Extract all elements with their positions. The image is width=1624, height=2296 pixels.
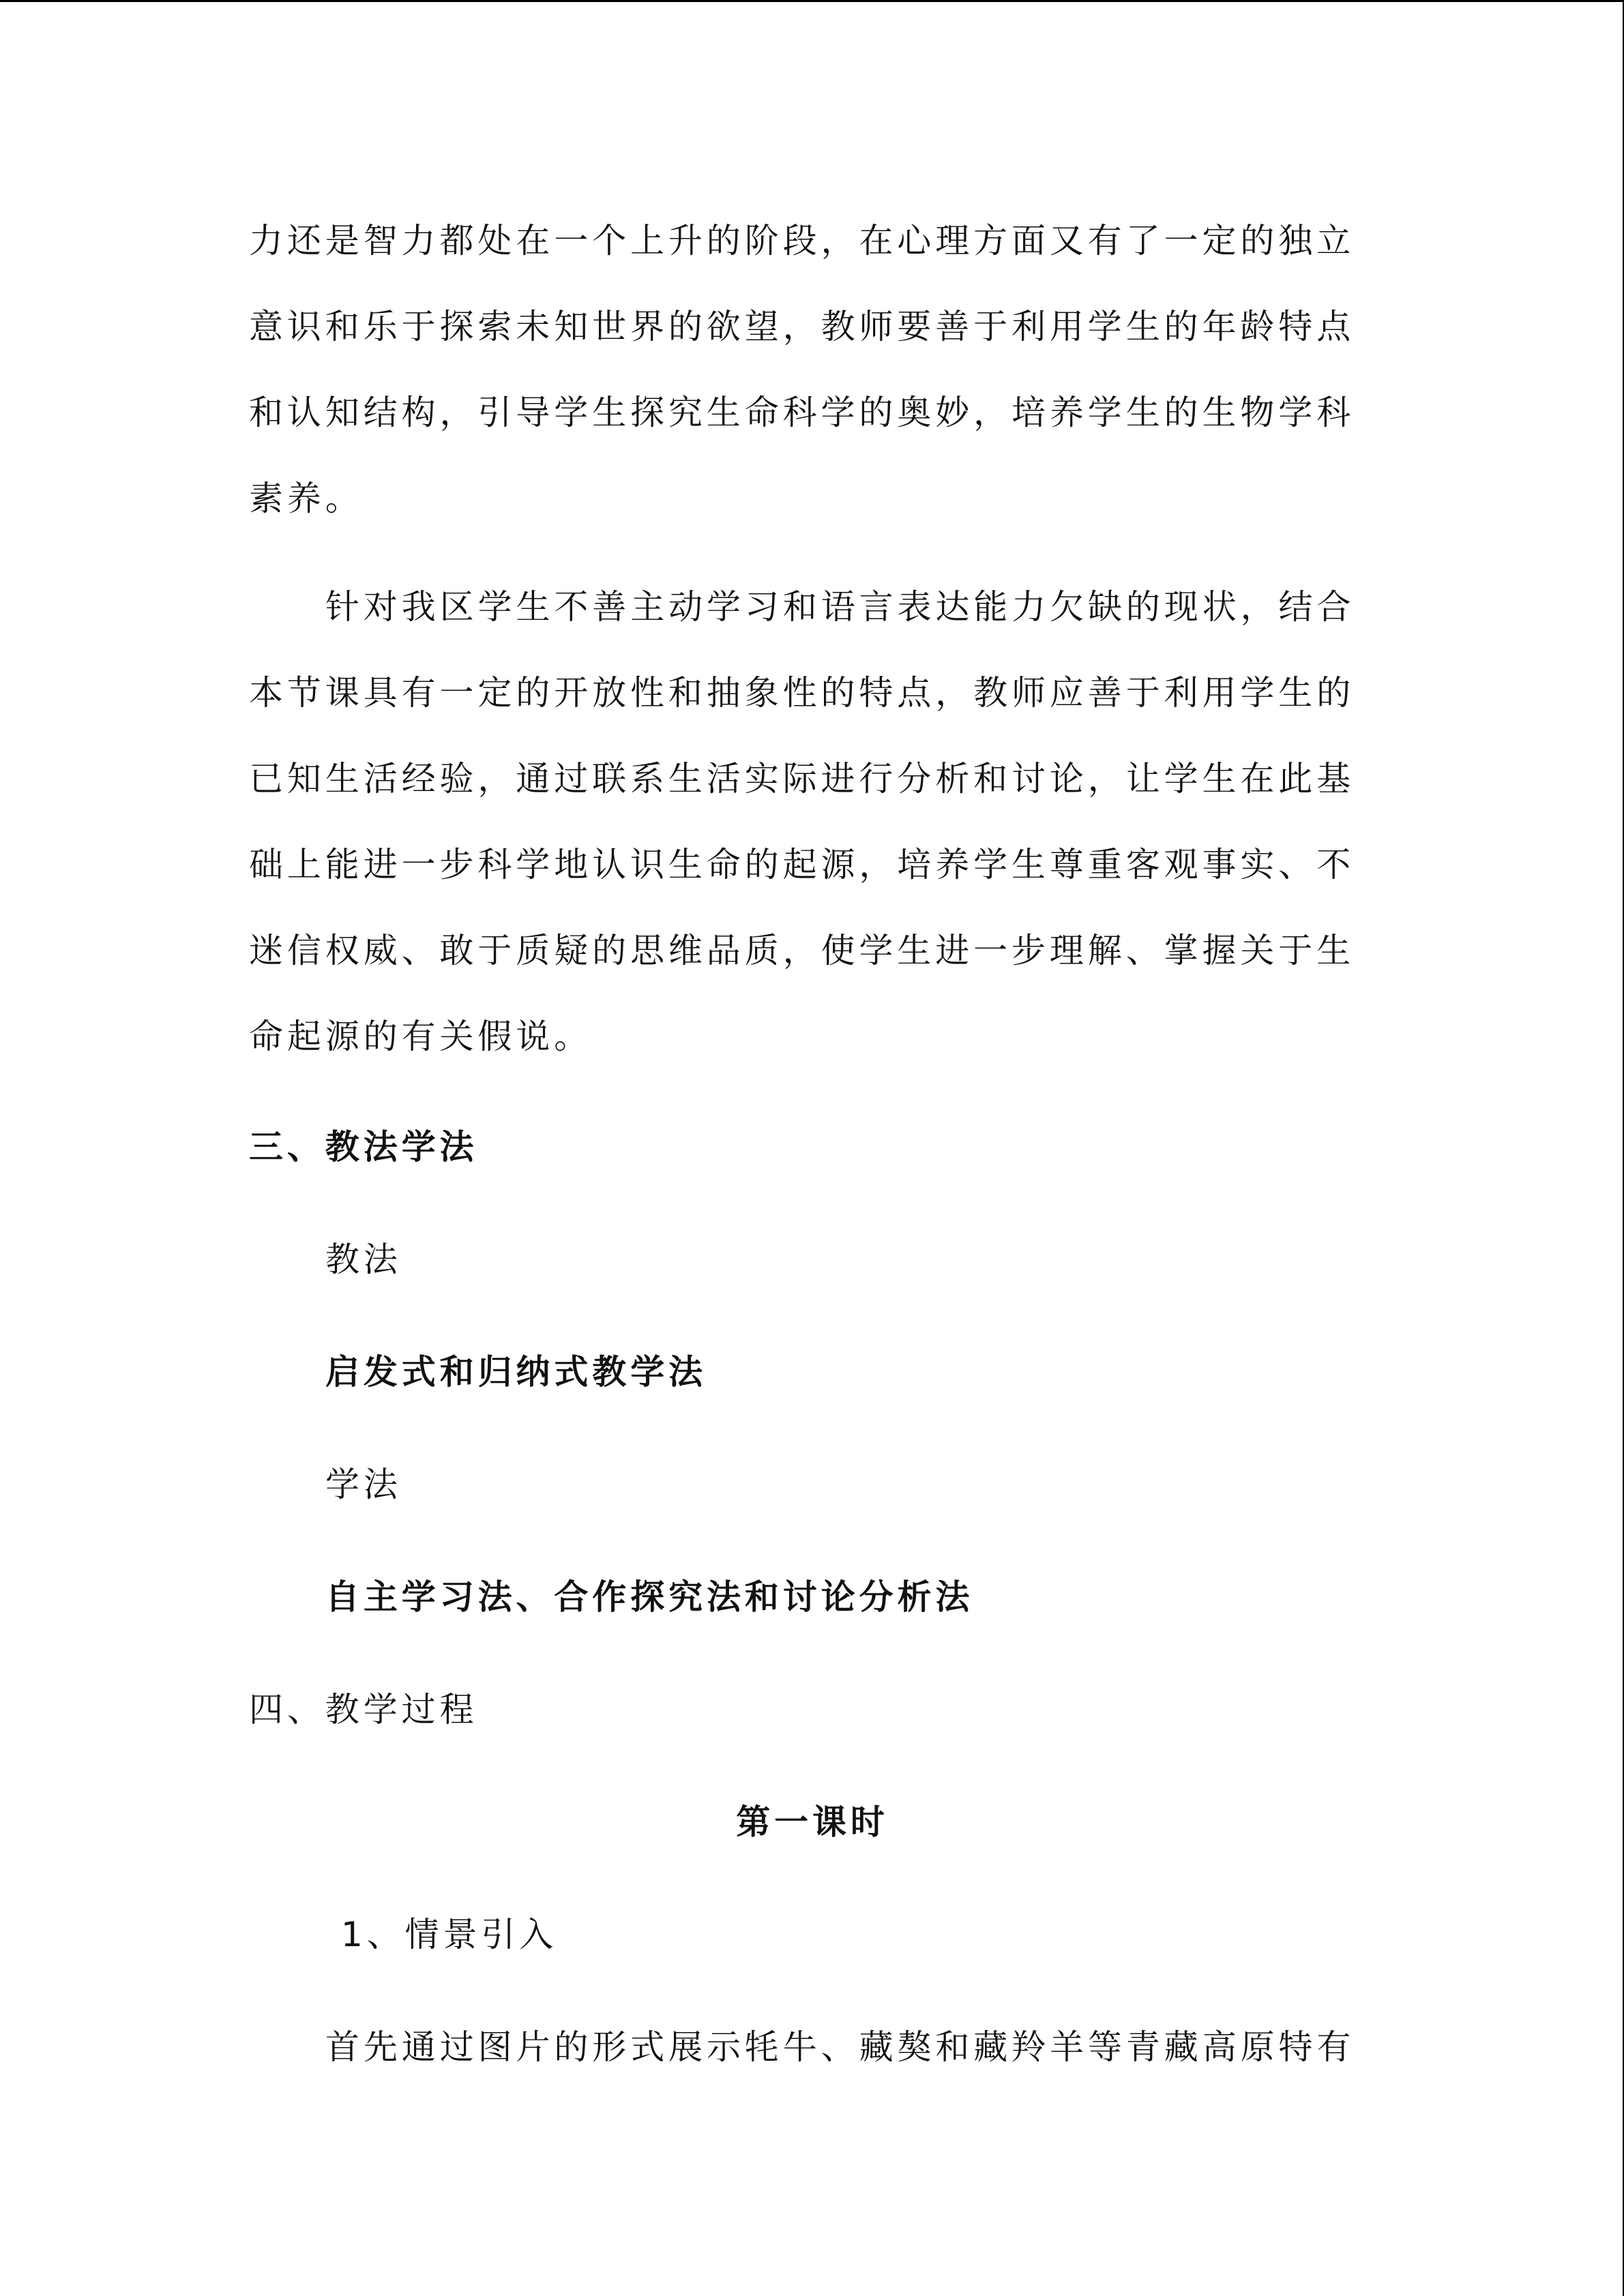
page-content bbox=[249, 198, 1368, 2104]
teaching-method-text: 启发式和归纳式教学法 bbox=[325, 1352, 707, 1392]
section-heading-methods: 三、教法学法 bbox=[249, 1127, 478, 1167]
paragraph-line: 针对我区学生不善主动学习和语言表达能力欠缺的现状，结合 bbox=[325, 587, 1355, 627]
learning-method-text: 自主学习法、合作探究法和讨论分析法 bbox=[325, 1577, 974, 1617]
paragraph-line: 意识和乐于探索未知世界的欲望，教师要善于利用学生的年龄特点 bbox=[249, 307, 1355, 346]
paragraph-line: 迷信权威、敢于质疑的思维品质，使学生进一步理解、掌握关于生 bbox=[249, 931, 1355, 970]
step-text-line: 首先通过图片的形式展示牦牛、藏獒和藏羚羊等青藏高原特有 bbox=[325, 2027, 1355, 2067]
section-heading-process: 四、教学过程 bbox=[249, 1690, 478, 1729]
step-title-scenario-intro: 1、情景引入 bbox=[341, 1915, 558, 1954]
learning-method-label: 学法 bbox=[325, 1465, 402, 1504]
paragraph-line: 力还是智力都处在一个上升的阶段，在心理方面又有了一定的独立 bbox=[249, 221, 1355, 260]
paragraph-line: 素养。 bbox=[249, 479, 364, 518]
lesson-title: 第一课时 bbox=[736, 1802, 889, 1842]
paragraph-line: 命起源的有关假说。 bbox=[249, 1017, 593, 1056]
sections bbox=[249, 1091, 1368, 2104]
paragraph-teaching-strategy bbox=[249, 564, 1368, 1079]
paragraph-line: 本节课具有一定的开放性和抽象性的特点，教师应善于利用学生的 bbox=[249, 673, 1355, 713]
paragraph-line: 和认知结构，引导学生探究生命科学的奥妙，培养学生的生物学科 bbox=[249, 393, 1355, 432]
paragraph-line: 础上能进一步科学地认识生命的起源，培养学生尊重客观事实、不 bbox=[249, 845, 1355, 884]
paragraph-line: 已知生活经验，通过联系生活实际进行分析和讨论，让学生在此基 bbox=[249, 759, 1355, 799]
paragraph-student-characteristics bbox=[249, 198, 1368, 541]
teaching-method-label: 教法 bbox=[325, 1240, 402, 1279]
